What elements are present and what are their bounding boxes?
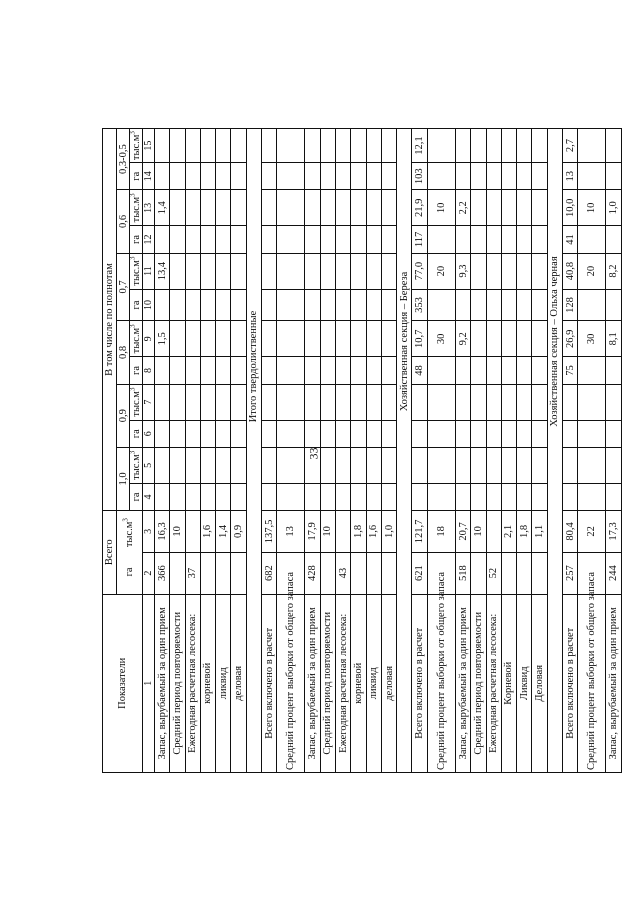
row-label: Ежегодная расчетная лесосека: bbox=[185, 594, 200, 772]
row-label: Корневой bbox=[501, 594, 516, 772]
header-sup: 3 bbox=[128, 131, 136, 135]
row-label: Всего включено в расчет bbox=[562, 594, 577, 772]
cell: 621 bbox=[412, 552, 427, 594]
header-sup: 3 bbox=[128, 387, 136, 392]
header-sup: 3 bbox=[121, 518, 130, 522]
cell: 2,7 bbox=[562, 129, 577, 163]
section-row bbox=[246, 129, 261, 773]
cell: 41 bbox=[562, 226, 577, 253]
cell: 30 bbox=[427, 321, 455, 357]
header-m3: тыс.м bbox=[130, 134, 142, 161]
density-0-7: 0,7 bbox=[117, 253, 130, 321]
row-label: Средний процент выборки от общего запаса bbox=[277, 594, 305, 772]
table-row bbox=[501, 129, 516, 773]
cell: 43 bbox=[336, 552, 351, 594]
table-row bbox=[261, 129, 276, 773]
cell: 80,4 bbox=[562, 510, 577, 552]
colnum: 2 bbox=[143, 552, 155, 594]
colnum: 6 bbox=[143, 420, 155, 447]
header-total: Всего bbox=[103, 510, 117, 594]
cell: 20 bbox=[578, 253, 606, 289]
header-sup: 3 bbox=[128, 193, 136, 197]
rotated-table-wrapper bbox=[102, 128, 622, 773]
cell: 20,7 bbox=[455, 510, 470, 552]
row-label: Средний процент выборки от общего запаса bbox=[578, 594, 606, 772]
density-0-8: 0,8 bbox=[117, 321, 130, 384]
cell: 77,0 bbox=[412, 253, 427, 289]
cell: 10 bbox=[471, 510, 486, 552]
row-label: деловая bbox=[231, 594, 246, 772]
cell: 10 bbox=[427, 190, 455, 226]
cell: 682 bbox=[261, 552, 276, 594]
cell: 13 bbox=[277, 510, 305, 552]
header-m3: тыс.м bbox=[124, 521, 135, 548]
header-sup: 3 bbox=[128, 324, 136, 328]
section-title: Хозяйственная секция – Береза bbox=[397, 129, 412, 773]
table-row bbox=[231, 129, 246, 773]
row-label: корневой bbox=[351, 594, 366, 772]
colnum: 10 bbox=[143, 289, 155, 321]
cell: 103 bbox=[412, 163, 427, 190]
header-m3: тыс.м bbox=[130, 454, 142, 480]
cell: 10 bbox=[170, 510, 185, 552]
colnum: 8 bbox=[143, 357, 155, 384]
row-label: Всего включено в расчет bbox=[261, 594, 276, 772]
cell: 1,0 bbox=[381, 510, 396, 552]
table-row bbox=[412, 129, 427, 773]
section-row bbox=[547, 129, 562, 773]
cell: 26,9 bbox=[562, 321, 577, 357]
cell: 0,9 bbox=[231, 510, 246, 552]
cell: 1,5 bbox=[155, 321, 170, 357]
colnum: 13 bbox=[143, 190, 155, 226]
header-m3: тыс.м bbox=[130, 260, 142, 286]
density-1-0: 1,0 bbox=[117, 447, 130, 510]
cell: 1,8 bbox=[351, 510, 366, 552]
row-label: деловая bbox=[381, 594, 396, 772]
cell: 244 bbox=[606, 552, 622, 594]
cell: 1,6 bbox=[200, 510, 215, 552]
cell: 13,4 bbox=[155, 253, 170, 289]
cell: 8,2 bbox=[606, 253, 622, 289]
cell: 21,9 bbox=[412, 190, 427, 226]
colnum: 15 bbox=[143, 129, 155, 163]
cell: 9,3 bbox=[455, 253, 470, 289]
table-row bbox=[336, 129, 351, 773]
cell: 20 bbox=[427, 253, 455, 289]
header-m3: тыс.м bbox=[130, 391, 142, 417]
row-label: Запас, вырубаемый за один прием bbox=[305, 594, 320, 772]
cell: 75 bbox=[562, 357, 577, 384]
cell: 1,1 bbox=[532, 510, 547, 552]
row-label: Средний период повторяемости bbox=[471, 594, 486, 772]
header-ha: га bbox=[130, 163, 143, 190]
row-label: ликвид bbox=[366, 594, 381, 772]
cell: 22 bbox=[578, 510, 606, 552]
table-row bbox=[532, 129, 547, 773]
cell: 366 bbox=[155, 552, 170, 594]
table-row bbox=[562, 129, 577, 773]
cell: 428 bbox=[305, 552, 320, 594]
row-label: Ежегодная расчетная лесосека: bbox=[486, 594, 501, 772]
colnum: 7 bbox=[143, 384, 155, 420]
cell: 48 bbox=[412, 357, 427, 384]
cell: 257 bbox=[562, 552, 577, 594]
table-row bbox=[517, 129, 532, 773]
header-ha: га bbox=[130, 420, 143, 447]
table-row bbox=[606, 129, 622, 773]
table-row bbox=[366, 129, 381, 773]
table-row bbox=[578, 129, 606, 773]
cell: 1,8 bbox=[517, 510, 532, 552]
row-label: Ежегодная расчетная лесосека: bbox=[336, 594, 351, 772]
table-row bbox=[320, 129, 335, 773]
cell: 1,4 bbox=[155, 190, 170, 226]
cell: 17,9 bbox=[305, 510, 320, 552]
cell: 518 bbox=[455, 552, 470, 594]
table-row bbox=[427, 129, 455, 773]
cell: 2,2 bbox=[455, 190, 470, 226]
header-indicators: Показатели bbox=[103, 594, 143, 772]
cell: 10,0 bbox=[562, 190, 577, 226]
table-row bbox=[216, 129, 231, 773]
row-label: Средний процент выборки от общего запаса bbox=[427, 594, 455, 772]
header-ha: га bbox=[130, 289, 143, 321]
colnum: 5 bbox=[143, 447, 155, 483]
cell: 10 bbox=[320, 510, 335, 552]
header-by-density: В том числе по полнотам bbox=[103, 129, 117, 511]
cell: 13 bbox=[562, 163, 577, 190]
table-row bbox=[471, 129, 486, 773]
cell: 137,5 bbox=[261, 510, 276, 552]
section-row bbox=[397, 129, 412, 773]
cell: 52 bbox=[486, 552, 501, 594]
column-numbers-row bbox=[143, 129, 155, 773]
cell: 18 bbox=[427, 510, 455, 552]
cell: 353 bbox=[412, 289, 427, 321]
row-label: Запас, вырубаемый за один прием bbox=[606, 594, 622, 772]
table-row bbox=[486, 129, 501, 773]
section-title: Хозяйственная секция – Ольха черная bbox=[547, 129, 562, 773]
colnum: 11 bbox=[143, 253, 155, 289]
row-label: Запас, вырубаемый за один прием bbox=[155, 594, 170, 772]
density-0-6: 0,6 bbox=[117, 190, 130, 253]
cell: 117 bbox=[412, 226, 427, 253]
colnum: 12 bbox=[143, 226, 155, 253]
header-ha: га bbox=[130, 226, 143, 253]
header-m3: тыс.м bbox=[130, 327, 142, 354]
table-row bbox=[455, 129, 470, 773]
cell: 12,1 bbox=[412, 129, 427, 163]
header-m3: тыс.м bbox=[130, 196, 142, 223]
row-label: Средний период повторяемости bbox=[320, 594, 335, 772]
cell: 37 bbox=[185, 552, 200, 594]
cell: 1,4 bbox=[216, 510, 231, 552]
section-title: Итого твердолиственные bbox=[246, 129, 261, 773]
table-row bbox=[200, 129, 215, 773]
cell: 2,1 bbox=[501, 510, 516, 552]
colnum: 1 bbox=[143, 594, 155, 772]
row-label: Ликвид bbox=[517, 594, 532, 772]
row-label: Запас, вырубаемый за один прием bbox=[455, 594, 470, 772]
row-label: Деловая bbox=[532, 594, 547, 772]
cell: 121,7 bbox=[412, 510, 427, 552]
header-ha: га bbox=[124, 567, 135, 577]
table-row bbox=[351, 129, 366, 773]
cell: 9,2 bbox=[455, 321, 470, 357]
colnum: 3 bbox=[143, 510, 155, 552]
density-0-9: 0,9 bbox=[117, 384, 130, 447]
colnum: 4 bbox=[143, 483, 155, 510]
header-sup: 3 bbox=[128, 256, 136, 261]
row-label: Всего включено в расчет bbox=[412, 594, 427, 772]
cell: 17,3 bbox=[606, 510, 622, 552]
header-ha: га bbox=[130, 483, 143, 510]
cell: 1,6 bbox=[366, 510, 381, 552]
page-number: 33 bbox=[306, 447, 321, 460]
density-0-3-0-5: 0,3-0,5 bbox=[117, 129, 130, 190]
row-label: ликвид bbox=[216, 594, 231, 772]
cell: 10 bbox=[578, 190, 606, 226]
table-row bbox=[381, 129, 396, 773]
table-row bbox=[277, 129, 305, 773]
table-row bbox=[185, 129, 200, 773]
table-row bbox=[170, 129, 185, 773]
cell: 1,0 bbox=[606, 190, 622, 226]
cell: 16,3 bbox=[155, 510, 170, 552]
row-label: корневой bbox=[200, 594, 215, 772]
cell: 128 bbox=[562, 289, 577, 321]
header-sup: 3 bbox=[128, 450, 136, 455]
cell: 10,7 bbox=[412, 321, 427, 357]
table-row bbox=[155, 129, 170, 773]
cell: 30 bbox=[578, 321, 606, 357]
forest-cut-table bbox=[102, 128, 622, 773]
colnum: 9 bbox=[143, 321, 155, 357]
colnum: 14 bbox=[143, 163, 155, 190]
header-ha: га bbox=[130, 357, 143, 384]
row-label: Средний период повторяемости bbox=[170, 594, 185, 772]
cell: 40,8 bbox=[562, 253, 577, 289]
cell: 8,1 bbox=[606, 321, 622, 357]
